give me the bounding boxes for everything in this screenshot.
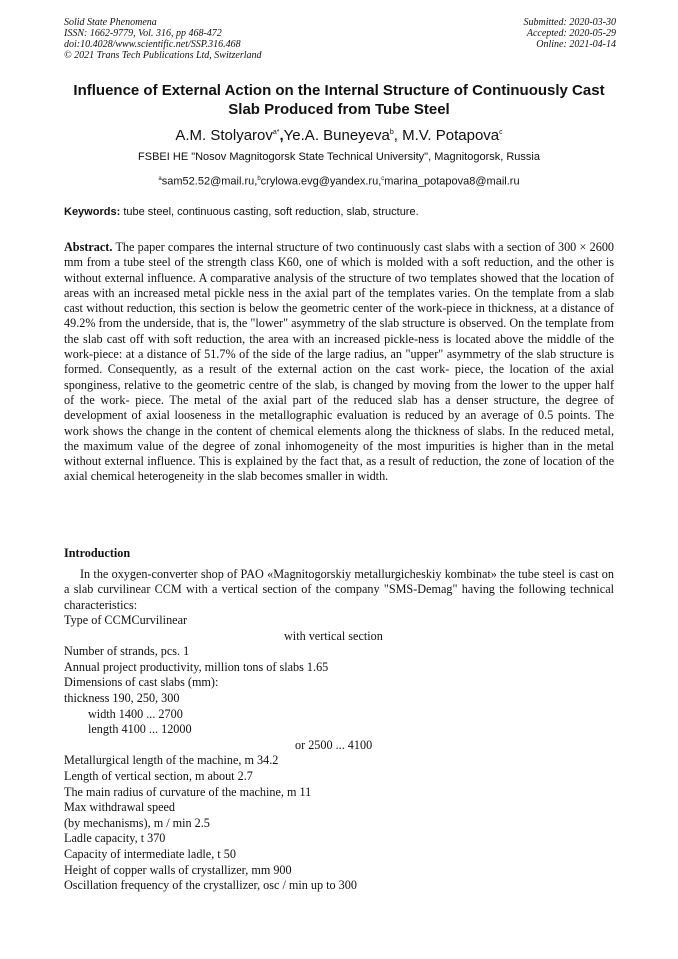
spec-line: Max withdrawal speed <box>64 800 176 815</box>
submitted-date: Submitted: 2020-03-30 <box>523 17 616 28</box>
spec-line: Length of vertical section, m about 2.7 <box>64 768 253 783</box>
online-date: Online: 2021-04-14 <box>536 39 616 50</box>
keywords-text: tube steel, continuous casting, soft reduction, slab, structure. <box>123 206 419 218</box>
spec-line: The main radius of curvature of the machine, m 11 <box>64 784 312 799</box>
spec-line: width 1400 ... 2700 <box>88 706 183 721</box>
paper-title: Influence of External Action on the Internal Structure of Continuously Cast Slab Produced from Tube Steel <box>73 82 605 118</box>
spec-line: with vertical section <box>284 628 383 643</box>
email-list <box>64 173 614 189</box>
affiliation: FSBEI HE "Nosov Magnitogorsk State Technical University", Magnitogorsk, Russia <box>138 151 540 163</box>
author-name: M.V. Potapova <box>402 127 500 144</box>
author-superscript: a* <box>272 129 280 136</box>
abstract-label: Abstract. <box>64 240 113 254</box>
email-link[interactable]: crylowa.evg@yandex.ru, <box>260 175 382 188</box>
spec-line: Metallurgical length of the machine, m 34.2 <box>64 753 279 768</box>
email-link[interactable]: sam52.52@mail.ru, <box>161 175 258 188</box>
spec-line: (by mechanisms), m / min 2.5 <box>64 815 210 830</box>
spec-line: thickness 190, 250, 300 <box>64 690 180 705</box>
author-name: A.M. Stolyarov <box>175 127 273 144</box>
journal-doi: doi:10.4028/www.scientific.net/SSP.316.468 <box>64 39 241 50</box>
abstract-text: The paper compares the internal structure of two continuously cast slabs with a section of 300 × 2600 mm from a tube steel of the strength class K60, one of which is molded with a soft reduction, and the other is without external influence. A comparative analysis of the structure of two templates showed that the location of areas with an increased metal pickle ness in the axial part of the templates varies. On the template from a slab cast without reduction, this section is below the geometric center of the work-piece in thickness, at a distance of 49.2% from the underside, that is, the "lower" asymmetry of the slab structure is observed. On the template from the slab cast off with soft reduction, the area with an increased pickle-ness is located above the middle of the work-piece: at a distance of 51.7% of the side of the large radius, an "upper" asymmetry of the slab structure is formed. Consequently, as a result of the external action on the cast work- piece, the location of the axial sponginess, relative to the geometric centre of the slab, is changed by moving from the lower to the upper half of the work- piece. The metal of the axial part of the reduced slab has a denser structure, the degree of development of axial looseness in the metallographic evaluation is reduced by an average of 0.5 points. The work shows the change in the content of chemical elements along the thickness of slabs. In the reduced metal, the maximum value of the degree of zonal inhomogeneity of the most impurities is higher than in the metal without external influence. This is explained by the fact that, as a result of reduction, the zone of location of the axial chemical heterogeneity in the slab becomes smaller in width. <box>64 240 615 484</box>
journal-copyright: © 2021 Trans Tech Publications Ltd, Switzerland <box>64 50 262 61</box>
spec-line: Dimensions of cast slabs (mm): <box>64 675 219 690</box>
keywords <box>64 206 614 219</box>
accepted-date: Accepted: 2020-05-29 <box>526 28 616 39</box>
spec-line: length 4100 ... 12000 <box>88 722 192 737</box>
spec-line: Type of CCMCurvilinear <box>64 613 188 627</box>
spec-list <box>64 613 614 894</box>
author-superscript: b <box>389 129 394 136</box>
author-superscript: c <box>499 129 503 136</box>
spec-line: Annual project productivity, million tons of slabs 1.65 <box>64 659 329 674</box>
dates-header <box>524 17 617 50</box>
journal-header <box>64 17 262 61</box>
spec-line: or 2500 ... 4100 <box>295 737 373 752</box>
spec-line: Ladle capacity, t 370 <box>64 831 166 846</box>
spec-line: Number of strands, pcs. 1 <box>64 644 190 659</box>
spec-line: Height of copper walls of crystallizer, mm 900 <box>64 862 292 877</box>
keywords-label: Keywords: <box>64 206 121 218</box>
spec-line: Oscillation frequency of the crystallizer, osc / min up to 300 <box>64 878 357 893</box>
email-superscript: b <box>257 176 261 182</box>
abstract <box>64 240 614 485</box>
author-list: A.M. Stolyarov$^{a*}$,Ye.A. Buneyeva$^b$, M.V. Potapova$^c$ <box>175 127 503 144</box>
author-name: Ye.A. Buneyeva <box>283 127 390 144</box>
journal-issn: ISSN: 1662-9779, Vol. 316, pp 468-472 <box>64 28 222 39</box>
section-heading-introduction: Introduction <box>64 546 131 560</box>
email-link[interactable]: marina_potapova8@mail.ru <box>384 175 520 188</box>
journal-name: Solid State Phenomena <box>64 17 157 28</box>
introduction-paragraph: In the oxygen-converter shop of PAO «Magnitogorskiy metallurgicheskiy kombinat» the tube steel is cast on a slab curvilinear CCM with a vertical section of the company "SMS-Demag" having the following technical characteristics: <box>64 567 614 612</box>
spec-line: Capacity of intermediate ladle, t 50 <box>64 846 236 861</box>
email-superscript: a <box>158 176 162 182</box>
email-superscript: c <box>381 176 385 182</box>
